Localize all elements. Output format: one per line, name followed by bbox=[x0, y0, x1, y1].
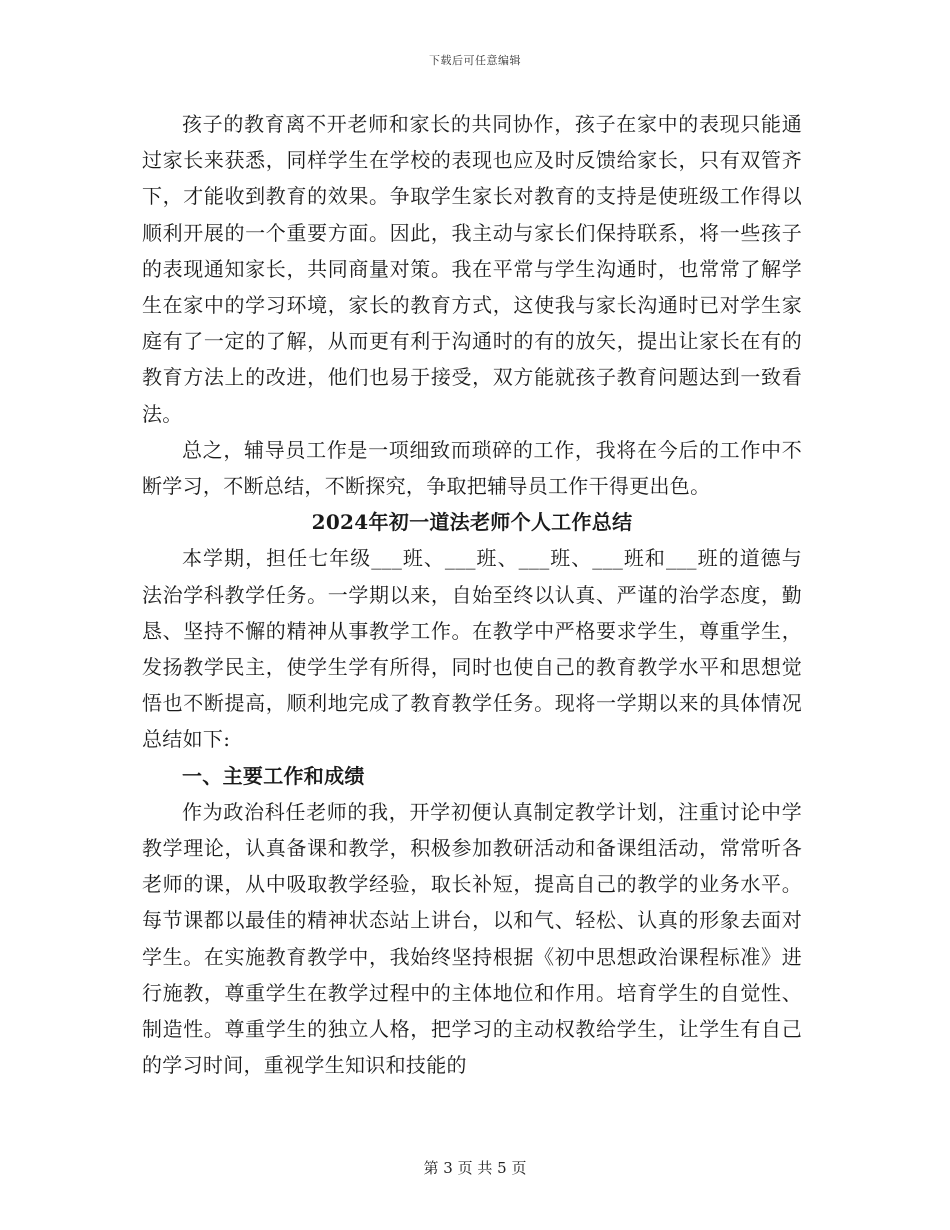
document-body bbox=[142, 106, 802, 1083]
paragraph-teaching-work: 作为政治科任老师的我，开学初便认真制定教学计划，注重讨论中学教学理论，认真备课和教学，积极参加教研活动和备课组活动，常常听各老师的课，从中吸取教学经验，取长补短，提高自己的教学的业务水平。每节课都以最佳的精神状态站上讲台，以和气、轻松、认真的形象去面对学生。在实施教育教学中，我始终坚持根据《初中思想政治课程标准》进行施教，尊重学生在教学过程中的主体地位和作用。培育学生的自觉性、制造性。尊重学生的独立人格，把学习的主动权教给学生，让学生有自己的学习时间，重视学生知识和技能的 bbox=[142, 799, 802, 1078]
document-title: 2024年初一道法老师个人工作总结 bbox=[311, 510, 633, 535]
paragraph-conclusion: 总之，辅导员工作是一项细致而琐碎的工作，我将在今后的工作中不断学习，不断总结，不断探究，争取把辅导员工作干得更出色。 bbox=[142, 437, 802, 499]
page-header-note: 下载后可任意编辑 bbox=[429, 54, 521, 67]
paragraph-semester-intro: 本学期，担任七年级___班、___班、___班、___班和___班的道德与法治学科教学任务。一学期以来，自始至终以认真、严谨的治学态度，勤恳、坚持不懈的精神从事教学工作。在教学中严格要求学生，尊重学生，发扬教学民主，使学生学有所得，同时也使自己的教育教学水平和思想觉悟也不断提高，顺利地完成了教育教学任务。现将一学期以来的具体情况总结如下: bbox=[142, 546, 802, 752]
section-heading-main-work: 一、主要工作和成绩 bbox=[182, 763, 365, 788]
paragraph-parent-teacher-cooperation: 孩子的教育离不开老师和家长的共同协作，孩子在家中的表现只能通过家长来获悉，同样学生在学校的表现也应及时反馈给家长，只有双管齐下，才能收到教育的效果。争取学生家长对教育的支持是使班级工作得以顺利开展的一个重要方面。因此，我主动与家长们保持联系，将一些孩子的表现通知家长，共同商量对策。我在平常与学生沟通时，也常常了解学生在家中的学习环境，家长的教育方式，这使我与家长沟通时已对学生家庭有了一定的了解，从而更有利于沟通时的有的放矢，提出让家长在有的教育方法上的改进，他们也易于接受，双方能就孩子教育问题达到一致看法。 bbox=[142, 112, 802, 426]
page-number: 第 3 页 共 5 页 bbox=[423, 1159, 527, 1177]
